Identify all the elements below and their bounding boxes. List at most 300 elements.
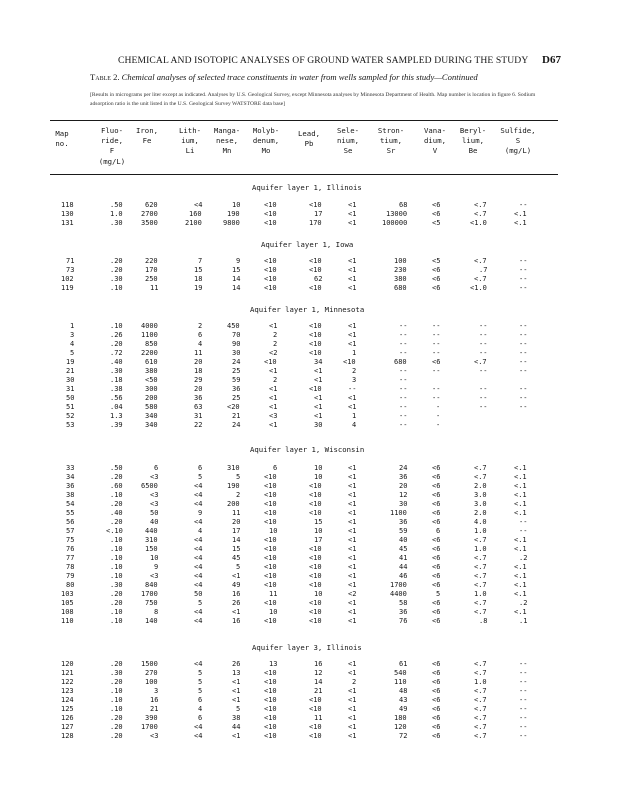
table-cell-mn: <1 [232,696,241,704]
table-cell-mn: 24 [232,421,241,429]
table-cell-fe: 610 [145,358,158,366]
table-cell-be: <.7 [474,210,487,218]
table-cell-se: 2 [352,367,357,375]
table-cell-s: -- [519,678,528,686]
table-cell-pb: <10 [309,572,322,580]
table-cell-f: .30 [110,367,123,375]
table-cell-se: <1 [348,219,357,227]
table-cell-v: <6 [432,572,441,580]
table-cell-map: 54 [66,500,75,508]
table-cell-mn: 2 [236,491,241,499]
table-cell-mn: 9800 [223,219,240,227]
table-cell-sr: 76 [399,617,408,625]
table-cell-mo: <10 [264,201,277,209]
table-cell-mo: <3 [269,412,278,420]
table-cell-mn: <20 [227,403,240,411]
table-cell-s: -- [519,284,528,292]
table-cell-mn: 24 [232,358,241,366]
column-header-v: Vana- dium, V [424,126,446,156]
table-cell-mn: 310 [227,464,240,472]
table-cell-li: <4 [194,536,203,544]
table-cell-mn: 36 [232,385,241,393]
table-cell-be: -- [479,322,488,330]
table-cell-f: .26 [110,331,123,339]
table-cell-mo: <10 [264,284,277,292]
table-cell-li: 6 [198,331,203,339]
table-cell-mn: 26 [232,599,241,607]
table-cell-pb: <10 [309,349,322,357]
table-cell-li: <4 [194,545,203,553]
table-cell-s: <.1 [514,536,527,544]
table-cell-mo: 13 [269,660,278,668]
table-cell-pb: <10 [309,732,322,740]
table-cell-mn: 14 [232,536,241,544]
table-cell-v: <6 [432,464,441,472]
table-cell-f: .10 [110,491,123,499]
table-cell-se: <1 [348,572,357,580]
table-cell-se: <1 [348,563,357,571]
table-cell-v: <6 [432,284,441,292]
table-cell-f: .04 [110,403,123,411]
table-cell-sr: -- [399,349,408,357]
table-cell-map: 126 [61,714,74,722]
table-cell-mn: <1 [232,687,241,695]
table-cell-se: <1 [348,257,357,265]
table-cell-sr: -- [399,412,408,420]
table-cell-v: <6 [432,491,441,499]
table-cell-s: .2 [519,599,528,607]
table-cell-s: -- [519,403,528,411]
table-cell-sr: -- [399,394,408,402]
table-cell-sr: 61 [399,660,408,668]
table-cell-pb: <10 [309,509,322,517]
table-cell-be: -- [479,349,488,357]
table-cell-map: 31 [66,385,75,393]
table-cell-v: -- [432,340,441,348]
table-cell-li: <4 [194,491,203,499]
table-cell-be: 2.0 [474,482,487,490]
table-cell-mn: 200 [227,500,240,508]
table-cell-li: 2100 [185,219,202,227]
table-cell-be: <.7 [474,554,487,562]
table-cell-mn: 14 [232,284,241,292]
table-cell-li: 160 [189,210,202,218]
table-cell-fe: 100 [145,678,158,686]
table-cell-be: -- [479,403,488,411]
table-cell-li: <4 [194,201,203,209]
table-cell-sr: -- [399,331,408,339]
table-cell-map: 53 [66,421,75,429]
table-cell-f: .30 [110,581,123,589]
table-cell-li: 18 [194,275,203,283]
table-cell-mn: 30 [232,349,241,357]
table-cell-li: 20 [194,358,203,366]
table-cell-map: 71 [66,257,75,265]
table-cell-f: .20 [110,714,123,722]
table-cell-sr: 380 [394,275,407,283]
page-number: D67 [542,54,561,66]
table-cell-f: .10 [110,705,123,713]
table-cell-map: 30 [66,376,75,384]
table-cell-map: 118 [61,201,74,209]
table-cell-pb: <1 [314,394,323,402]
table-cell-sr: 680 [394,358,407,366]
table-cell-pb: 21 [314,687,323,695]
table-cell-map: 34 [66,473,75,481]
table-cell-pb: 17 [314,536,323,544]
table-cell-v: <6 [432,509,441,517]
table-cell-mn: <1 [232,608,241,616]
table-cell-v: <6 [432,266,441,274]
table-cell-s: <.1 [514,491,527,499]
table-cell-mn: 49 [232,581,241,589]
table-cell-fe: 620 [145,201,158,209]
table-cell-s: -- [519,660,528,668]
table-cell-s: -- [519,732,528,740]
table-cell-sr: 36 [399,608,408,616]
table-cell-be: <.7 [474,464,487,472]
table-cell-s: <.1 [514,590,527,598]
table-cell-f: .30 [110,275,123,283]
table-cell-sr: -- [399,385,408,393]
table-cell-f: .20 [110,723,123,731]
table-cell-se: <1 [348,518,357,526]
table-cell-s: <.1 [514,464,527,472]
table-cell-be: <.7 [474,669,487,677]
table-cell-s: .2 [519,554,528,562]
table-cell-s: -- [519,714,528,722]
table-cell-map: 79 [66,572,75,580]
table-cell-mo: 2 [273,376,278,384]
table-cell-li: 18 [194,367,203,375]
table-cell-map: 21 [66,367,75,375]
table-cell-s: -- [519,349,528,357]
table-cell-be: <.7 [474,599,487,607]
table-cell-mn: <1 [232,678,241,686]
table-cell-be: <.7 [474,705,487,713]
table-cell-v: <5 [432,257,441,265]
table-cell-li: <4 [194,608,203,616]
table-cell-se: <1 [348,340,357,348]
table-cell-v: <6 [432,581,441,589]
table-cell-se: <1 [348,527,357,535]
table-cell-li: 5 [198,473,203,481]
table-cell-map: 125 [61,705,74,713]
table-cell-f: .10 [110,545,123,553]
table-cell-mn: 190 [227,482,240,490]
table-cell-mn: 15 [232,266,241,274]
table-cell-f: .10 [110,284,123,292]
table-cell-be: <.7 [474,732,487,740]
table-cell-v: <6 [432,678,441,686]
table-cell-mn: 38 [232,714,241,722]
table-cell-map: 1 [70,322,75,330]
table-cell-li: <4 [194,482,203,490]
table-cell-pb: 15 [314,518,323,526]
table-cell-li: <4 [194,723,203,731]
column-header-se: Sele- nium, Se [337,126,359,156]
table-cell-f: .10 [110,563,123,571]
table-cell-fe: <3 [150,473,159,481]
table-cell-s: <.1 [514,563,527,571]
table-cell-sr: 43 [399,696,408,704]
table-cell-pb: 14 [314,678,323,686]
table-cell-f: .20 [110,678,123,686]
table-cell-f: .20 [110,473,123,481]
table-cell-mo: <10 [264,617,277,625]
table-cell-be: -- [479,331,488,339]
table-cell-fe: 140 [145,617,158,625]
table-cell-pb: <1 [314,367,323,375]
table-cell-pb: <10 [309,617,322,625]
column-header-mn: Manga- nese, Mn [213,126,241,156]
table-cell-s: <.1 [514,545,527,553]
table-cell-pb: <10 [309,723,322,731]
table-cell-s: -- [519,723,528,731]
table-cell-fe: 11 [150,284,159,292]
table-cell-se: <1 [348,491,357,499]
table-cell-v: <6 [432,599,441,607]
table-cell-fe: 2700 [141,210,158,218]
table-cell-fe: 50 [150,509,159,517]
table-cell-mn: 13 [232,669,241,677]
table-cell-mn: 16 [232,590,241,598]
table-cell-mo: <10 [264,572,277,580]
table-cell-s: -- [519,340,528,348]
table-cell-mo: <10 [264,714,277,722]
table-cell-v: <6 [432,554,441,562]
table-cell-mo: 2 [273,340,278,348]
table-cell-be: -- [479,394,488,402]
table-cell-be: 4.0 [474,518,487,526]
table-cell-be: -- [479,367,488,375]
table-cell-mo: 2 [273,331,278,339]
table-cell-s: -- [519,358,528,366]
table-cell-s: .1 [519,617,528,625]
table-cell-mo: <10 [264,219,277,227]
table-cell-map: 103 [61,590,74,598]
table-cell-fe: 340 [145,421,158,429]
table-cell-mn: 5 [236,705,241,713]
table-cell-be: <.7 [474,723,487,731]
table-cell-fe: <50 [145,376,158,384]
table-cell-li: 9 [198,509,203,517]
table-cell-mo: 6 [273,464,278,472]
table-cell-v: - [436,403,441,411]
table-cell-sr: 230 [394,266,407,274]
table-cell-map: 122 [61,678,74,686]
table-cell-pb: 170 [309,219,322,227]
table-cell-sr: 120 [394,723,407,731]
table-cell-li: 4 [198,340,203,348]
table-cell-mn: 70 [232,331,241,339]
table-cell-sr: 4400 [390,590,407,598]
table-cell-f: .50 [110,201,123,209]
table-cell-se: 4 [352,421,357,429]
table-cell-mo: <1 [269,367,278,375]
table-cell-se: <1 [348,482,357,490]
table-cell-sr: 46 [399,572,408,580]
table-cell-mo: <10 [264,705,277,713]
table-cell-be: <1.0 [470,284,487,292]
table-cell-pb: 30 [314,421,323,429]
table-cell-f: .30 [110,669,123,677]
table-cell-f: .20 [110,732,123,740]
table-cell-be: <.7 [474,536,487,544]
table-cell-be: <.7 [474,660,487,668]
table-cell-fe: 340 [145,412,158,420]
table-cell-li: <4 [194,572,203,580]
table-cell-fe: 10 [150,554,159,562]
table-cell-pb: 12 [314,669,323,677]
table-cell-f: .60 [110,482,123,490]
table-cell-li: <4 [194,732,203,740]
table-cell-sr: 110 [394,678,407,686]
table-cell-se: <1 [348,210,357,218]
table-cell-map: 105 [61,599,74,607]
table-cell-pb: <10 [309,705,322,713]
table-cell-v: <6 [432,660,441,668]
table-cell-se: <1 [348,201,357,209]
table-cell-se: <1 [348,275,357,283]
table-cell-f: 1.3 [110,412,123,420]
table-cell-s: -- [519,705,528,713]
table-cell-be: 1.0 [474,527,487,535]
table-cell-fe: 390 [145,714,158,722]
table-cell-map: 52 [66,412,75,420]
table-cell-be: .7 [479,266,488,274]
table-cell-sr: 36 [399,473,408,481]
column-header-s: Sulfide, S (mg/L) [500,126,536,156]
table-cell-be: <.7 [474,275,487,283]
table-cell-mo: <10 [264,275,277,283]
table-cell-sr: 45 [399,545,408,553]
table-cell-f: .20 [110,266,123,274]
table-cell-s: -- [519,696,528,704]
table-cell-be: <.7 [474,473,487,481]
table-cell-se: <1 [348,687,357,695]
table-cell-s: -- [519,394,528,402]
table-cell-f: .20 [110,257,123,265]
table-cell-mo: <10 [264,545,277,553]
table-cell-map: 78 [66,563,75,571]
table-cell-f: .10 [110,687,123,695]
table-cell-fe: 580 [145,403,158,411]
table-cell-v: <6 [432,714,441,722]
table-cell-se: -- [348,385,357,393]
table-cell-li: 15 [194,266,203,274]
table-cell-sr: 48 [399,687,408,695]
table-cell-li: <4 [194,563,203,571]
table-cell-v: -- [432,367,441,375]
table-cell-se: <1 [348,394,357,402]
table-cell-v: <6 [432,473,441,481]
table-cell-li: 11 [194,349,203,357]
table-cell-fe: <3 [150,732,159,740]
table-cell-mo: <10 [264,678,277,686]
table-cell-fe: 150 [145,545,158,553]
table-cell-li: 22 [194,421,203,429]
table-cell-be: <.7 [474,687,487,695]
table-footnote: [Results in micrograms per liter except as indicated. Analyses by U.S. Geological Survey, except Minnesota analyses by Minnesota Department of Health. Map number is location in figure 6. Sodium adsorption ratio is the unit listed in the U.S. Geological Survey WATSTORE data base] [90,92,536,107]
table-cell-f: .50 [110,464,123,472]
table-cell-pb: <10 [309,331,322,339]
table-cell-s: <.1 [514,572,527,580]
table-cell-f: .10 [110,572,123,580]
table-cell-v: -- [432,394,441,402]
table-cell-se: 1 [352,349,357,357]
table-cell-sr: 1100 [390,509,407,517]
table-cell-mo: <10 [264,482,277,490]
table-cell-fe: 40 [150,518,159,526]
table-cell-s: -- [519,385,528,393]
table-cell-f: .20 [110,518,123,526]
table-cell-map: 19 [66,358,75,366]
table-cell-pb: 16 [314,660,323,668]
table-cell-fe: 200 [145,394,158,402]
table-cell-f: .20 [110,340,123,348]
table-cell-li: 50 [194,590,203,598]
column-header-f: Fluo- ride, F (mg/L) [98,126,126,166]
table-cell-s: -- [519,527,528,535]
table-cell-mo: <10 [264,266,277,274]
table-cell-s: <.1 [514,608,527,616]
table-cell-se: <1 [348,714,357,722]
table-cell-se: <1 [348,536,357,544]
table-cell-f: 1.0 [110,210,123,218]
table-cell-be: 2.0 [474,509,487,517]
table-cell-v: 6 [436,527,441,535]
table-cell-fe: <3 [150,500,159,508]
table-cell-fe: 1700 [141,590,158,598]
table-cell-mn: <1 [232,732,241,740]
table-cell-f: .38 [110,385,123,393]
table-cell-sr: -- [399,367,408,375]
column-header-sr: Stron- tium, Sr [377,126,405,156]
table-cell-mo: <10 [264,723,277,731]
table-cell-li: 36 [194,394,203,402]
table-cell-mo: <1 [269,394,278,402]
table-cell-pb: 10 [314,590,323,598]
table-cell-map: 73 [66,266,75,274]
table-cell-mn: 450 [227,322,240,330]
table-cell-s: -- [519,322,528,330]
table-cell-v: 5 [436,590,441,598]
table-cell-s: <.1 [514,219,527,227]
table-cell-mn: 190 [227,210,240,218]
table-cell-fe: 4000 [141,322,158,330]
table-cell-sr: 1700 [390,581,407,589]
table-cell-map: 38 [66,491,75,499]
table-cell-s: -- [519,257,528,265]
table-cell-v: <6 [432,201,441,209]
table-cell-mn: 44 [232,723,241,731]
table-cell-map: 76 [66,545,75,553]
table-cell-pb: <10 [309,545,322,553]
table-cell-mo: <2 [269,349,278,357]
table-cell-map: 131 [61,219,74,227]
table-cell-fe: 750 [145,599,158,607]
table-cell-se: <1 [348,732,357,740]
table-cell-li: 6 [198,714,203,722]
table-cell-f: .10 [110,554,123,562]
table-cell-fe: 310 [145,536,158,544]
table-cell-be: .8 [479,617,488,625]
table-cell-map: 5 [70,349,75,357]
table-cell-pb: <10 [309,696,322,704]
column-header-fe: Iron, Fe [136,126,158,146]
table-cell-be: 3.0 [474,500,487,508]
